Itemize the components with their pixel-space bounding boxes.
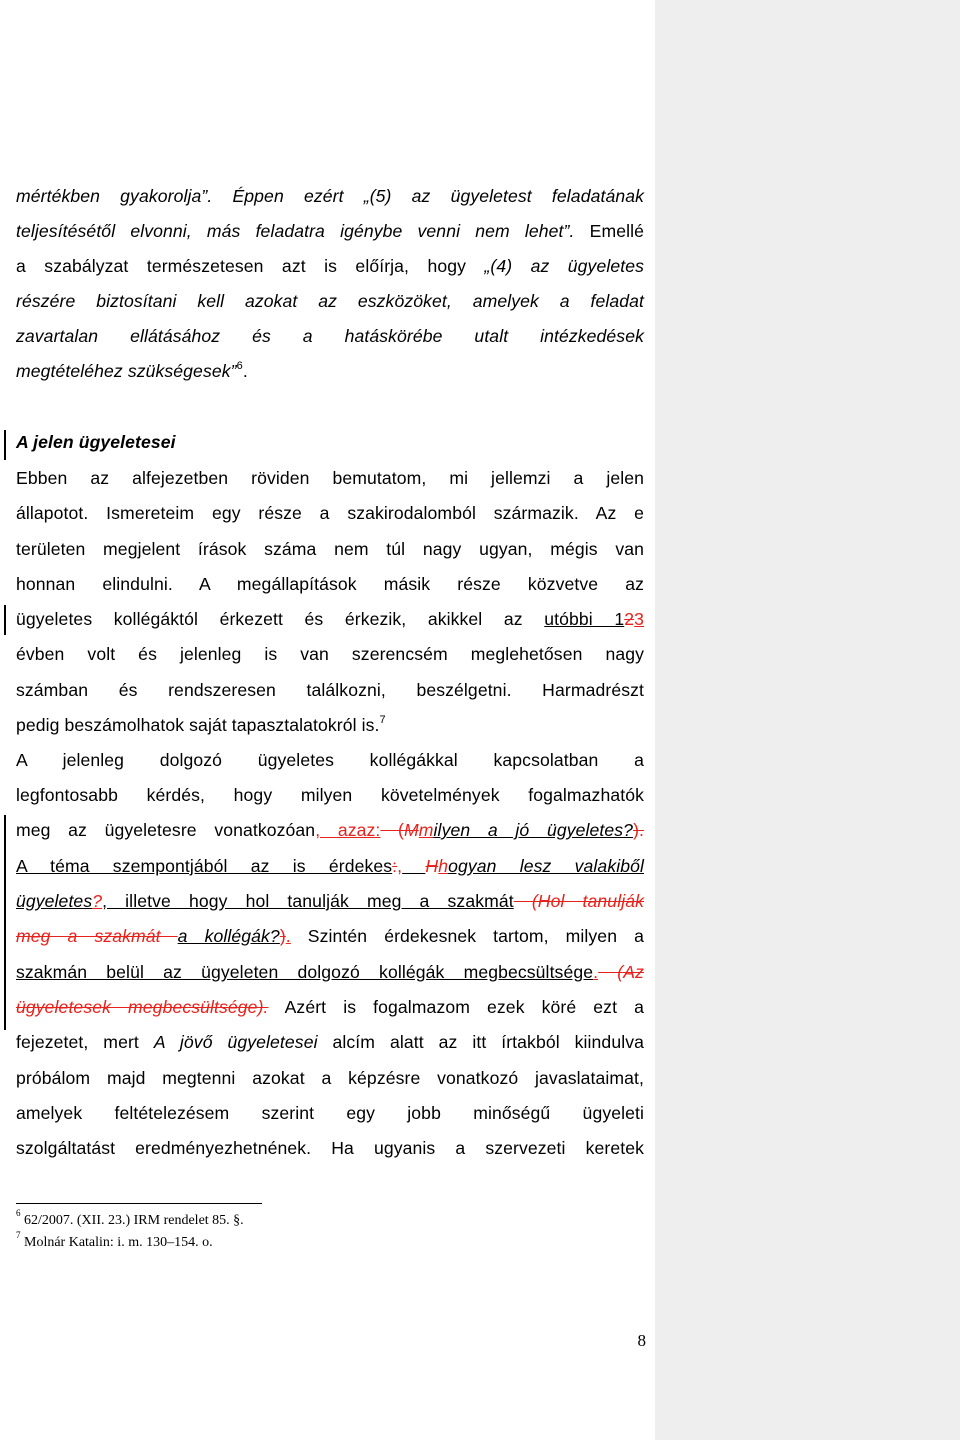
text-line: számban és rendszeresen találkozni, beszélgetni. Harmadrészt [16,680,644,700]
text-line: legfontosabb kérdés, hogy milyen követelmények fogalmazhatók [16,785,644,805]
comment-margin [655,0,960,1440]
footnote: $^6$ 62/2007. (XII. 23.) IRM rendelet 85. §. [16,1208,244,1228]
text-line: területen megjelent írások száma nem túl nagy ugyan, mégis van [16,539,644,559]
change-bar [4,605,6,635]
text-line: szakmán belül az ügyeleten dolgozó kollégák megbecsültsége. (Az [16,962,644,982]
text-line: ügyeletes kollégáktól érkezett és érkezik, akikkel az utóbbi 123 [16,609,644,629]
text-line: szolgáltatást eredményezhetnének. Ha ugyanis a szervezeti keretek [16,1138,644,1158]
footnote-separator [16,1203,262,1204]
text-line: meg a szakmát a kollégák?). Szintén érdekesnek tartom, milyen a [16,926,644,946]
text-line: állapotot. Ismereteim egy része a szakirodalomból származik. Az e [16,503,644,523]
text-line: amelyek feltételezésem szerint egy jobb minőségű ügyeleti [16,1103,644,1123]
page-number: 8 [637,1331,646,1350]
change-bar [4,430,6,460]
text-line: próbálom majd megtenni azokat a képzésre vonatkozó javaslataimat, [16,1068,644,1088]
text-line: mértékben gyakorolja”. Éppen ezért „(5) az ügyeletest feladatának [16,186,644,206]
text-line: fejezetet, mert A jövő ügyeletesei alcím alatt az itt írtakból kiindulva [16,1032,644,1052]
footnote-ref[interactable]: 6 [236,360,243,373]
text-line: A jelenleg dolgozó ügyeletes kollégákkal kapcsolatban a [16,750,644,770]
text-line: részére biztosítani kell azokat az eszközöket, amelyek a feladat [16,291,644,311]
text-line: Ebben az alfejezetben röviden bemutatom, mi jellemzi a jelen [16,468,644,488]
text-line: ügyeletesek megbecsültsége). Azért is fogalmazom ezek köré ezt a [16,997,644,1017]
text-line: meg az ügyeletesre vonatkozóan, azaz: (Mmilyen a jó ügyeletes?). [16,820,645,840]
text-line: évben volt és jelenleg is van szerencsém meglehetősen nagy [16,644,644,664]
footnote: $^7$ Molnár Katalin: i. m. 130–154. o. [16,1230,213,1250]
text-line: pedig beszámolhatok saját tapasztalatokról is.$^7$ [16,714,386,735]
text-line: ügyeletes?, illetve hogy hol tanulják meg a szakmát (Hol tanulják [16,891,644,911]
text-line: zavartalan ellátásához és a hatáskörébe utalt intézkedések [16,326,644,346]
text-line: teljesítésétől elvonni, más feladatra igénybe venni nem lehet”. Emellé [16,221,644,241]
text-line: honnan elindulni. A megállapítások másik része közvetve az [16,574,644,594]
text-line: megtételéhez szükségesek”$^6$. [16,360,248,381]
section-heading: A jelen ügyeletesei [16,432,176,452]
text-line: A téma szempontjából az is érdekes:, Hhogyan lesz valakiből [16,856,644,876]
text-line: a szabályzat természetesen azt is előírja, hogy „(4) az ügyeletes [16,256,645,276]
footnote-ref[interactable]: 7 [379,714,386,727]
change-bar [4,815,6,1030]
